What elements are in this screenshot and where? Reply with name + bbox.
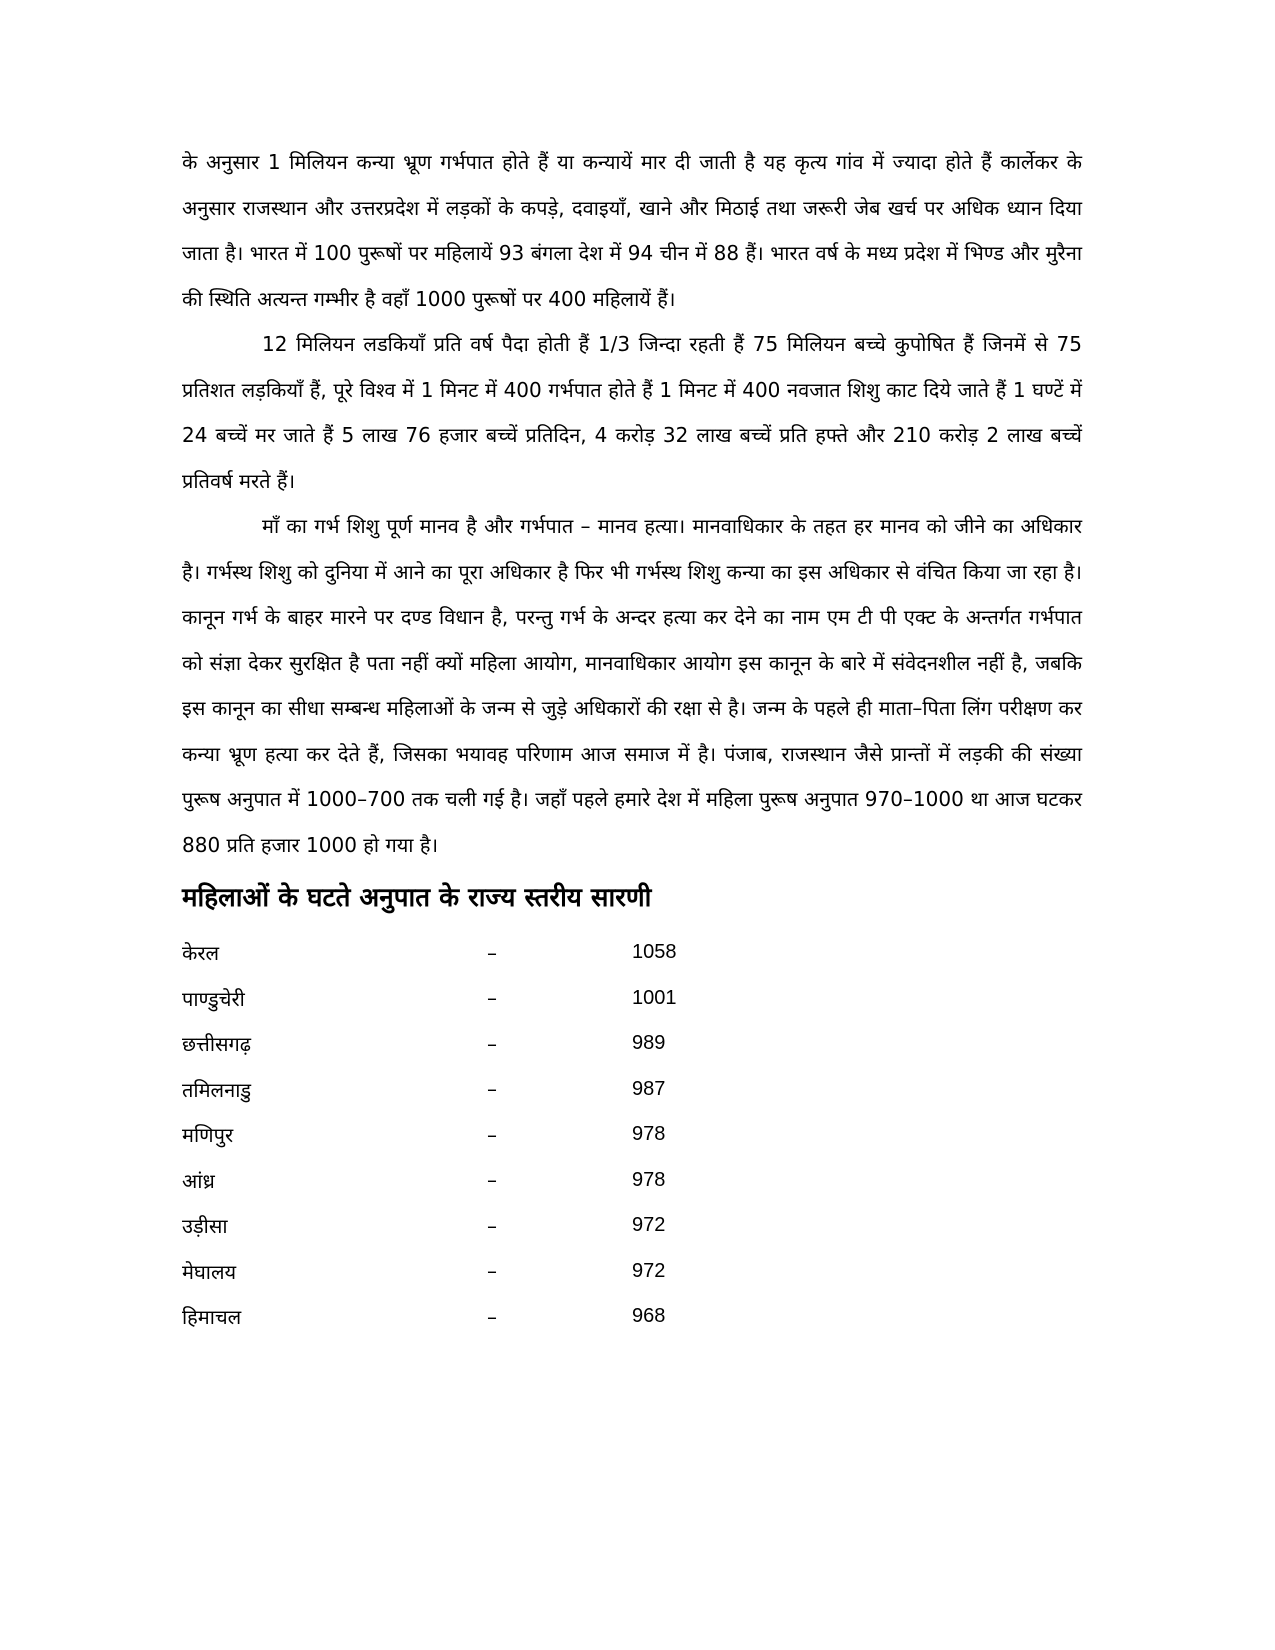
- table-row: [182, 1203, 1082, 1249]
- ratio-value: 1001: [632, 986, 677, 1009]
- separator-dash: –: [487, 1031, 497, 1056]
- state-name: हिमाचल: [182, 1305, 242, 1330]
- separator-dash: –: [487, 1259, 497, 1284]
- table-row: [182, 1067, 1082, 1113]
- separator-dash: –: [487, 1213, 497, 1238]
- separator-dash: –: [487, 1304, 497, 1329]
- separator-dash: –: [487, 986, 497, 1011]
- separator-dash: –: [487, 1077, 497, 1102]
- separator-dash: –: [487, 1168, 497, 1193]
- document-page: [182, 140, 1082, 1340]
- table-row: [182, 1294, 1082, 1340]
- state-name: मणिपुर: [182, 1123, 234, 1148]
- state-ratio-table-heading: महिलाओं के घटते अनुपात के राज्य स्तरीय सारणी: [182, 883, 652, 913]
- ratio-value: 978: [632, 1123, 666, 1146]
- ratio-value: 978: [632, 1168, 666, 1191]
- table-row: [182, 976, 1082, 1022]
- state-name: पाण्डुचेरी: [182, 986, 245, 1011]
- ratio-value: 972: [632, 1259, 666, 1282]
- table-row: [182, 930, 1082, 976]
- table-row: [182, 1158, 1082, 1204]
- state-name: छत्तीसगढ़: [182, 1032, 252, 1057]
- ratio-value: 968: [632, 1305, 666, 1328]
- state-ratio-table: [182, 930, 1082, 1340]
- ratio-value: 1058: [632, 941, 677, 964]
- state-name: उड़ीसा: [182, 1214, 228, 1239]
- state-name: केरल: [182, 941, 220, 966]
- ratio-value: 972: [632, 1214, 666, 1237]
- paragraph-sex-ratio-statistics: के अनुसार 1 मिलियन कन्या भ्रूण गर्भपात होते हैं या कन्यायें मार दी जाती है यह कृत्य गांव में ज्यादा होते हैं कार्लेकर के अनुसार राजस्थान और उत्तरप्रदेश में लड़कों के कपड़े, दवाइयाँ, खाने और मिठाई तथा जरूरी जेब खर्च पर अधिक ध्यान दिया जाता है। भारत में 100 पुरूषों पर महिलायें 93 बंगला देश में 94 चीन में 88 हैं। भारत वर्ष के मध्य प्रदेश में भिण्ड और मुरैना की स्थिति अत्यन्त गम्भीर है वहाँ 1000 पुरूषों पर 400 महिलायें हैं।: [182, 150, 1082, 311]
- separator-dash: –: [487, 940, 497, 965]
- table-row: [182, 1249, 1082, 1295]
- state-name: तमिलनाडु: [182, 1077, 252, 1102]
- state-name: आंध्र: [182, 1168, 215, 1193]
- paragraph-human-rights: माँ का गर्भ शिशु पूर्ण मानव है और गर्भपात – मानव हत्या। मानवाधिकार के तहत हर मानव को जीने का अधिकार है। गर्भस्थ शिशु को दुनिया में आने का पूरा अधिकार है फिर भी गर्भस्थ शिशु कन्या का इस अधिकार से वंचित किया जा रहा है। कानून गर्भ के बाहर मारने पर दण्ड विधान है, परन्तु गर्भ के अन्दर हत्या कर देने का नाम एम टी पी एक्ट के अन्तर्गत गर्भपात को संज्ञा देकर सुरक्षित है पता नहीं क्यों महिला आयोग, मानवाधिकार आयोग इस कानून के बारे में संवेदनशील नहीं है, जबकि इस कानून का सीधा सम्बन्ध महिलाओं के जन्म से जुड़े अधिकारों की रक्षा से है। जन्म के पहले ही माता–पिता लिंग परीक्षण कर कन्या भ्रूण हत्या कर देते हैं, जिसका भयावह परिणाम आज समाज में है। पंजाब, राजस्थान जैसे प्रान्तों में लड़की की संख्या पुरूष अनुपात में 1000–700 तक चली गई है। जहाँ पहले हमारे देश में महिला पुरूष अनुपात 970–1000 था आज घटकर 880 प्रति हजार 1000 हो गया है।: [182, 514, 1082, 857]
- ratio-value: 987: [632, 1077, 666, 1100]
- separator-dash: –: [487, 1122, 497, 1147]
- table-row: [182, 1112, 1082, 1158]
- ratio-value: 989: [632, 1032, 666, 1055]
- state-name: मेघालय: [182, 1259, 237, 1284]
- paragraph-child-mortality: 12 मिलियन लडकियाँ प्रति वर्ष पैदा होती हैं 1/3 जिन्दा रहती हैं 75 मिलियन बच्चे कुपोषित हैं जिनमें से 75 प्रतिशत लड़कियाँ हैं, पूरे विश्व में 1 मिनट में 400 गर्भपात होते हैं 1 मिनट में 400 नवजात शिशु काट दिये जाते हैं 1 घण्टें में 24 बच्चें मर जाते हैं 5 लाख 76 हजार बच्चें प्रतिदिन, 4 करोड़ 32 लाख बच्चें प्रति हफ्ते और 210 करोड़ 2 लाख बच्चें प्रतिवर्ष मरते हैं।: [182, 332, 1082, 493]
- table-row: [182, 1021, 1082, 1067]
